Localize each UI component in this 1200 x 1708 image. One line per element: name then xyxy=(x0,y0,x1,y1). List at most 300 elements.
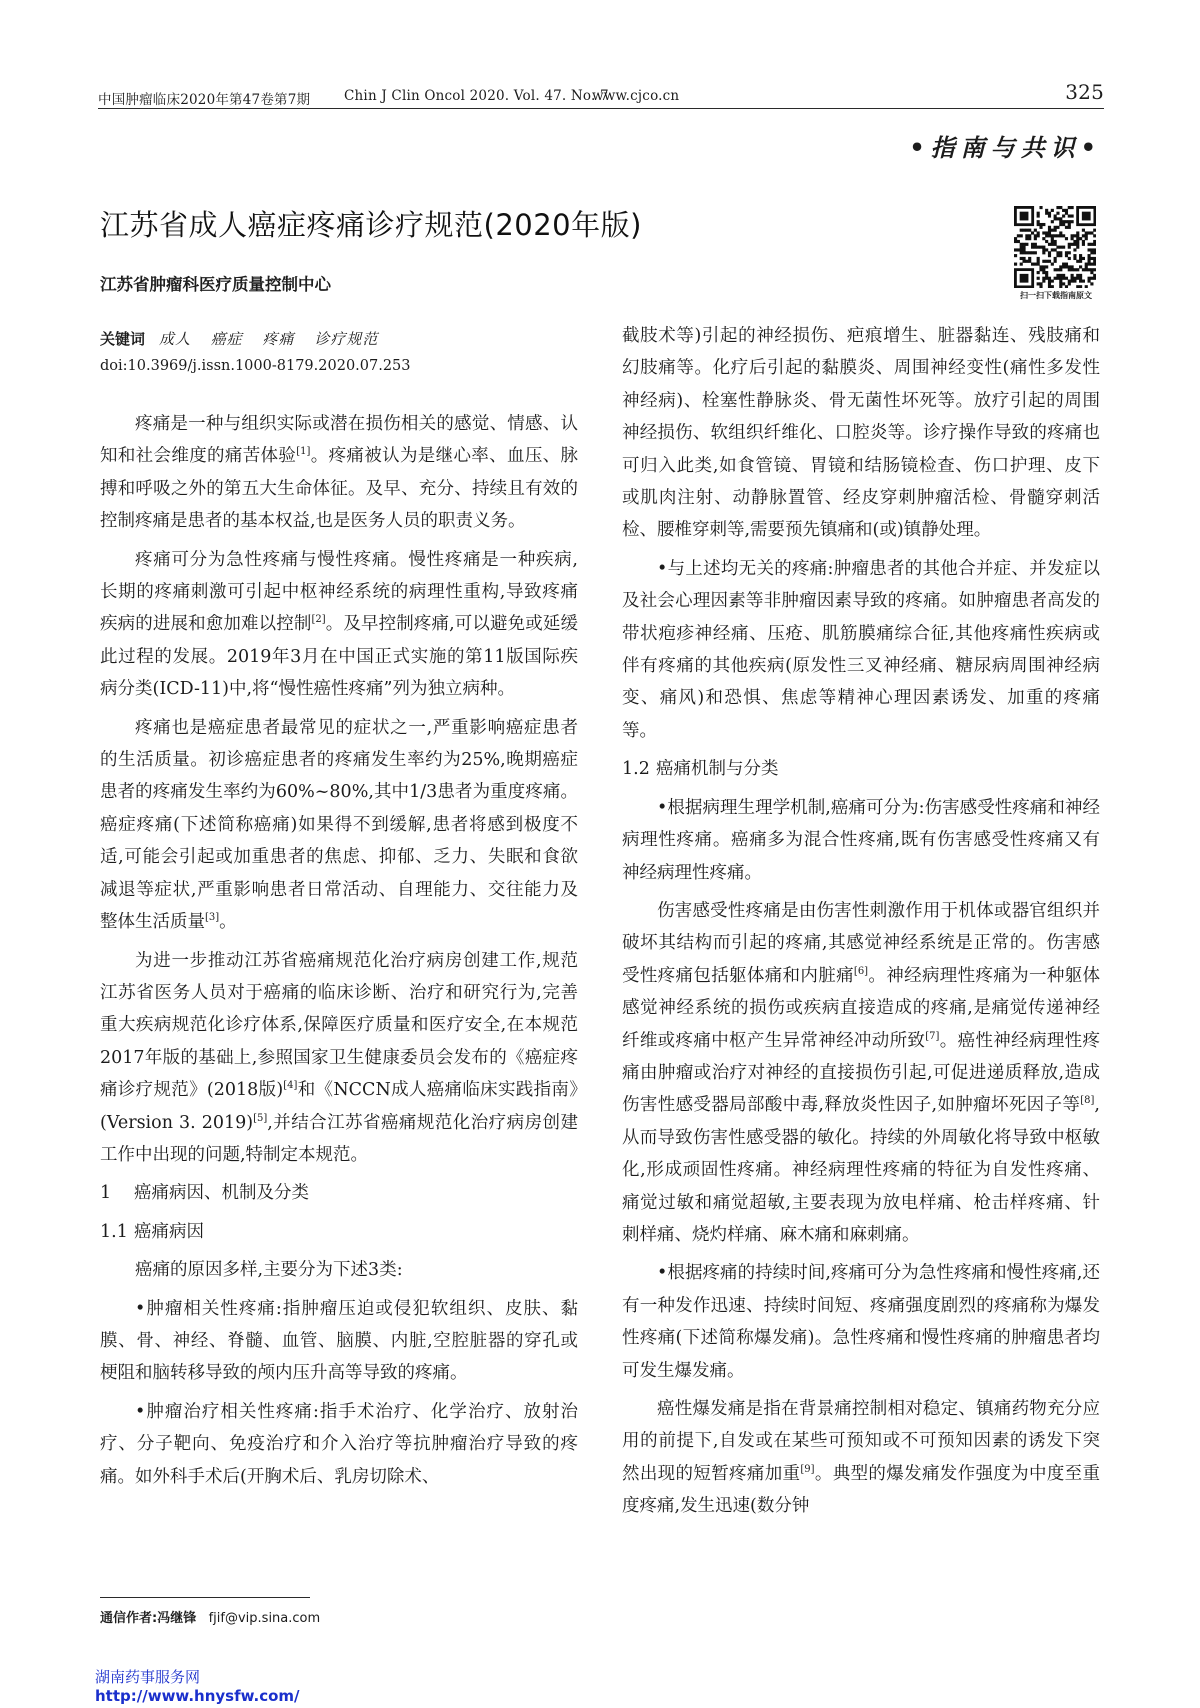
keywords-terms: 成人 癌症 疼痛 诊疗规范 xyxy=(159,330,379,348)
qr-module xyxy=(1085,265,1088,268)
qr-module xyxy=(1014,237,1017,240)
qr-module xyxy=(1022,260,1025,263)
qr-module xyxy=(1065,209,1068,212)
body-column-left xyxy=(100,408,578,1499)
qr-module xyxy=(1022,243,1025,246)
qr-module xyxy=(1034,246,1037,249)
qr-module xyxy=(1022,248,1025,251)
paragraph xyxy=(100,544,578,706)
heading-text: 癌痛病因、机制及分类 xyxy=(134,1183,309,1204)
paragraph xyxy=(622,792,1100,889)
qr-module xyxy=(1054,268,1057,271)
citation-ref: [7] xyxy=(925,1030,940,1042)
qr-module xyxy=(1062,214,1065,217)
qr-module xyxy=(1065,254,1068,257)
qr-module xyxy=(1073,277,1076,280)
heading-text: 癌痛机制与分类 xyxy=(656,759,779,780)
qr-module xyxy=(1039,265,1042,268)
qr-module xyxy=(1082,280,1085,283)
qr-module xyxy=(1059,223,1062,226)
qr-module xyxy=(1054,214,1057,217)
qr-module xyxy=(1093,243,1096,246)
qr-module xyxy=(1054,217,1057,220)
qr-module xyxy=(1028,237,1031,240)
footnote-rule xyxy=(100,1597,310,1598)
qr-module xyxy=(1022,251,1025,254)
qr-module xyxy=(1056,217,1059,220)
qr-module xyxy=(1079,257,1082,260)
qr-module xyxy=(1054,260,1057,263)
qr-module xyxy=(1054,277,1057,280)
qr-module xyxy=(1045,248,1048,251)
text-run: 。典型的爆发痛发作强度为中度至重度疼痛,发生迅速(数分钟 xyxy=(622,1463,1101,1517)
qr-module xyxy=(1054,243,1057,246)
qr-module xyxy=(1093,251,1096,254)
citation-ref: [4] xyxy=(283,1080,298,1092)
qr-module xyxy=(1088,231,1091,234)
qr-module xyxy=(1079,254,1082,257)
qr-module xyxy=(1054,257,1057,260)
qr-module xyxy=(1037,223,1040,226)
qr-module xyxy=(1025,237,1028,240)
qr-module xyxy=(1068,282,1071,285)
qr-module xyxy=(1042,277,1045,280)
qr-module xyxy=(1071,268,1074,271)
qr-module xyxy=(1045,209,1048,212)
qr-module xyxy=(1085,237,1088,240)
qr-module xyxy=(1065,285,1068,288)
qr-module xyxy=(1073,254,1076,257)
heading-number: 1.1 xyxy=(100,1221,128,1242)
qr-module xyxy=(1020,248,1023,251)
qr-module xyxy=(1071,277,1074,280)
text-run: •根据病理生理学机制,癌痛可分为:伤害感受性疼痛和神经病理性疼痛。癌痛多为混合性疼痛,既有伤害感受性疼痛又有神经病理性疼痛。 xyxy=(622,797,1100,883)
qr-module xyxy=(1048,282,1051,285)
citation-ref: [6] xyxy=(853,965,869,977)
qr-module xyxy=(1037,246,1040,249)
qr-module xyxy=(1065,277,1068,280)
qr-module xyxy=(1056,234,1059,237)
qr-module xyxy=(1088,257,1091,260)
qr-module xyxy=(1071,265,1074,268)
paragraph xyxy=(622,1257,1100,1387)
qr-module xyxy=(1079,260,1082,263)
qr-module xyxy=(1051,243,1054,246)
qr-module xyxy=(1093,277,1096,280)
text-run: ,从而导致伤害性感受器的敏化。持续的外周敏化将导致中枢敏化,形成顽固性疼痛。神经病理性疼痛的特征为自发性疼痛、痛觉过敏和痛觉超敏,主要表现为放电样痛、枪击样疼痛、针刺样痛、烧灼样痛、麻木痛和麻刺痛。 xyxy=(622,1095,1100,1245)
qr-module xyxy=(1028,260,1031,263)
qr-module xyxy=(1073,268,1076,271)
qr-module xyxy=(1054,234,1057,237)
qr-module xyxy=(1059,231,1062,234)
qr-module xyxy=(1022,229,1025,232)
text-run: 。疼痛被认为是继心率、血压、脉搏和呼吸之外的第五大生命体征。及早、充分、持续且有效的控制疼痛是患者的基本权益,也是医务人员的职责义务。 xyxy=(100,446,578,532)
qr-module xyxy=(1073,257,1076,260)
qr-module xyxy=(1090,271,1093,274)
qr-module xyxy=(1048,226,1051,229)
qr-module xyxy=(1085,285,1088,288)
qr-module xyxy=(1025,251,1028,254)
qr-module xyxy=(1062,274,1065,277)
qr-module xyxy=(1042,271,1045,274)
qr-module xyxy=(1071,206,1074,209)
qr-module xyxy=(1048,229,1051,232)
qr-module xyxy=(1088,263,1091,266)
qr-module xyxy=(1076,237,1079,240)
citation-ref: [1] xyxy=(296,446,311,458)
qr-module xyxy=(1062,220,1065,223)
citation-ref: [5] xyxy=(253,1112,268,1124)
qr-module xyxy=(1020,251,1023,254)
qr-module xyxy=(1045,274,1048,277)
qr-module xyxy=(1051,263,1054,266)
watermark-site-name: 湖南药事服务网 xyxy=(95,1668,201,1686)
qr-module xyxy=(1048,260,1051,263)
qr-module xyxy=(1042,223,1045,226)
qr-module xyxy=(1014,240,1017,243)
corresponding-author-label: 通信作者:冯继锋 xyxy=(100,1611,197,1626)
qr-module xyxy=(1093,240,1096,243)
qr-module xyxy=(1051,234,1054,237)
qr-module xyxy=(1034,263,1037,266)
text-run: 。 xyxy=(219,912,237,933)
qr-module xyxy=(1073,243,1076,246)
qr-module xyxy=(1062,263,1065,266)
qr-module xyxy=(1020,212,1029,221)
qr-module xyxy=(1051,280,1054,283)
paragraph xyxy=(100,1254,578,1286)
qr-module xyxy=(1031,263,1034,266)
text-run: •根据疼痛的持续时间,疼痛可分为急性疼痛和慢性疼痛,还有一种发作迅速、持续时间短、疼痛强度剧烈的疼痛称为爆发性疼痛(下述简称爆发痛)。急性疼痛和慢性疼痛的肿瘤患者均可发生爆发痛。 xyxy=(622,1263,1100,1381)
qr-module xyxy=(1088,248,1091,251)
qr-module xyxy=(1054,226,1057,229)
text-run: 为进一步推动江苏省癌痛规范化治疗病房创建工作,规范江苏省医务人员对于癌痛的临床诊断、治疗和研究行为,完善重大疾病规范化诊疗体系,保障医疗质量和医疗安全,在本规范2017年版的基础上,参照国家卫生健康委员会发布的《癌症疼痛诊疗规范》(2018版) xyxy=(100,950,578,1101)
qr-module xyxy=(1045,277,1048,280)
qr-module xyxy=(1045,212,1048,215)
qr-module xyxy=(1093,268,1096,271)
qr-module xyxy=(1090,277,1093,280)
qr-module xyxy=(1051,248,1054,251)
qr-module xyxy=(1025,260,1028,263)
qr-module xyxy=(1076,260,1079,263)
qr-module xyxy=(1082,212,1091,221)
qr-module xyxy=(1068,280,1071,283)
text-run: 。及早控制疼痛,可以避免或延缓此过程的发展。2019年3月在中国正式实施的第11版国际疾病分类(ICD-11)中,将“慢性癌性疼痛”列为独立病种。 xyxy=(100,614,579,700)
qr-module xyxy=(1076,246,1079,249)
qr-module xyxy=(1082,240,1085,243)
qr-module xyxy=(1090,248,1093,251)
text-run: 癌痛的原因多样,主要分为下述3类: xyxy=(135,1260,403,1281)
qr-module xyxy=(1059,268,1062,271)
paragraph xyxy=(100,408,578,538)
qr-module xyxy=(1017,234,1020,237)
qr-module xyxy=(1065,263,1068,266)
qr-module xyxy=(1082,268,1085,271)
text-run: 。神经病理性疼痛为一种躯体感觉神经系统的损伤或疾病直接造成的疼痛,是痛觉传递神经纤维或疼痛中枢产生异常神经冲动所致 xyxy=(622,965,1101,1051)
qr-module xyxy=(1031,251,1034,254)
qr-module xyxy=(1090,257,1093,260)
qr-module xyxy=(1028,234,1031,237)
qr-module xyxy=(1051,285,1054,288)
qr-module xyxy=(1082,229,1085,232)
qr-module xyxy=(1059,265,1062,268)
journal-title-cn: 中国肿瘤临床2020年第47卷第7期 xyxy=(98,92,311,108)
qr-module xyxy=(1059,277,1062,280)
qr-module xyxy=(1059,280,1062,283)
qr-module xyxy=(1076,285,1079,288)
qr-module xyxy=(1048,285,1051,288)
section-tag: •指南与共识• xyxy=(909,133,1102,162)
qr-module xyxy=(1090,243,1093,246)
qr-module xyxy=(1068,206,1071,209)
qr-module xyxy=(1042,237,1045,240)
qr-module xyxy=(1045,265,1048,268)
corresponding-author xyxy=(100,1607,320,1626)
qr-module xyxy=(1037,277,1040,280)
qr-module xyxy=(1056,226,1059,229)
qr-module xyxy=(1025,243,1028,246)
qr-module xyxy=(1048,280,1051,283)
qr-module xyxy=(1039,268,1042,271)
qr-module xyxy=(1062,209,1065,212)
qr-module xyxy=(1059,217,1062,220)
text-run: •与上述均无关的疼痛:肿瘤患者的其他合并症、并发症以及社会心理因素等非肿瘤因素导致的疼痛。如肿瘤患者高发的带状疱疹神经痛、压疮、肌筋膜痛综合征,其他疼痛性疾病或伴有疼痛的其他疾病(原发性三叉神经痛、糖尿病周围神经病变、痛风)和恐惧、焦虑等精神心理因素诱发、加重的疼痛等。 xyxy=(622,558,1100,741)
qr-module xyxy=(1059,285,1062,288)
qr-module xyxy=(1076,277,1079,280)
qr-module xyxy=(1037,212,1040,215)
qr-module xyxy=(1059,274,1062,277)
qr-module xyxy=(1042,265,1045,268)
qr-module xyxy=(1068,243,1071,246)
qr-module xyxy=(1056,206,1059,209)
qr-module xyxy=(1071,243,1074,246)
qr-module xyxy=(1037,234,1040,237)
journal-title-en: Chin J Clin Oncol 2020. Vol. 47. No. 7 xyxy=(344,88,609,104)
qr-module xyxy=(1068,214,1071,217)
qr-module xyxy=(1068,246,1071,249)
text-run: 疼痛可分为急性疼痛与慢性疼痛。慢性疼痛是一种疾病,长期的疼痛刺激可引起中枢神经系统的病理性重构,导致疼痛疾病的进展和愈加难以控制 xyxy=(100,549,578,635)
qr-module xyxy=(1090,231,1093,234)
qr-module xyxy=(1042,246,1045,249)
qr-module xyxy=(1039,206,1042,209)
body-column-right xyxy=(622,320,1100,1529)
qr-module xyxy=(1028,257,1031,260)
qr-module xyxy=(1048,243,1051,246)
qr-module xyxy=(1071,280,1074,283)
qr-module xyxy=(1079,277,1082,280)
qr-module xyxy=(1039,223,1042,226)
qr-module xyxy=(1059,246,1062,249)
qr-module xyxy=(1071,234,1074,237)
qr-module xyxy=(1031,243,1034,246)
qr-module xyxy=(1028,229,1031,232)
qr-module xyxy=(1039,282,1042,285)
qr-module xyxy=(1082,257,1085,260)
paragraph xyxy=(622,320,1100,547)
qr-module xyxy=(1088,243,1091,246)
text-run: 疼痛也是癌症患者最常见的症状之一,严重影响癌症患者的生活质量。初诊癌症患者的疼痛发生率约为25%,晚期癌症患者的疼痛发生率约为60%~80%,其中1/3患者为重度疼痛。癌症疼痛(下述简称癌痛)如果得不到缓解,患者将感到极度不适,可能会引起或加重患者的焦虑、抑郁、乏力、失眠和食欲减退等症状,严重影响患者日常活动、自理能力、交往能力及整体生活质量 xyxy=(100,717,578,933)
qr-module xyxy=(1085,231,1088,234)
qr-module xyxy=(1079,274,1082,277)
qr-module xyxy=(1093,263,1096,266)
qr-module xyxy=(1085,268,1088,271)
qr-module xyxy=(1048,234,1051,237)
qr-module xyxy=(1082,234,1085,237)
qr-module xyxy=(1079,237,1082,240)
subsection-heading xyxy=(100,1216,578,1248)
qr-module xyxy=(1079,265,1082,268)
qr-module xyxy=(1054,229,1057,232)
qr-module xyxy=(1051,209,1054,212)
qr-module xyxy=(1068,265,1071,268)
qr-module xyxy=(1022,257,1025,260)
qr-module xyxy=(1093,257,1096,260)
qr-module xyxy=(1017,240,1020,243)
citation-ref: [2] xyxy=(311,614,326,626)
qr-module xyxy=(1037,214,1040,217)
qr-module xyxy=(1048,231,1051,234)
qr-module xyxy=(1088,277,1091,280)
text-run: •肿瘤相关性疼痛:指肿瘤压迫或侵犯软组织、皮肤、黏膜、骨、神经、脊髓、血管、脑膜、内脏,空腔脏器的穿孔或梗阻和脑转移导致的颅内压升高等导致的疼痛。 xyxy=(100,1298,578,1384)
qr-module xyxy=(1068,220,1071,223)
qr-module xyxy=(1068,257,1071,260)
qr-module xyxy=(1062,265,1065,268)
qr-module xyxy=(1045,260,1048,263)
qr-module xyxy=(1088,268,1091,271)
qr-module xyxy=(1045,234,1048,237)
article-title: 江苏省成人癌症疼痛诊疗规范(2020年版) xyxy=(100,208,642,242)
text-run: 伤害感受性疼痛是由伤害性刺激作用于机体或器官组织并破坏其结构而引起的疼痛,其感觉神经系统是正常的。伤害感受性疼痛包括躯体痛和内脏痛 xyxy=(622,900,1100,986)
qr-module xyxy=(1076,274,1079,277)
text-run: 疼痛是一种与组织实际或潜在损伤相关的感觉、情感、认知和社会维度的痛苦体验 xyxy=(100,414,578,467)
paragraph xyxy=(100,1293,578,1390)
paragraph xyxy=(100,712,578,939)
qr-module xyxy=(1037,257,1040,260)
qr-module xyxy=(1059,251,1062,254)
paragraph xyxy=(100,945,578,1172)
qr-module xyxy=(1056,212,1059,215)
qr-module xyxy=(1014,254,1017,257)
qr-module xyxy=(1014,263,1017,266)
qr-module xyxy=(1051,240,1054,243)
heading-number: 1 xyxy=(100,1183,112,1204)
qr-module xyxy=(1031,231,1034,234)
qr-module xyxy=(1088,260,1091,263)
qr-module xyxy=(1042,251,1045,254)
keywords xyxy=(100,328,378,349)
qr-module xyxy=(1090,263,1093,266)
qr-module xyxy=(1020,234,1023,237)
section-heading xyxy=(100,1177,578,1209)
qr-module xyxy=(1065,265,1068,268)
qr-module xyxy=(1062,277,1065,280)
qr-module xyxy=(1042,260,1045,263)
qr-module xyxy=(1088,254,1091,257)
paragraph xyxy=(622,895,1100,1251)
qr-module xyxy=(1037,231,1040,234)
qr-module xyxy=(1090,268,1093,271)
qr-module xyxy=(1076,231,1079,234)
text-run: 癌性爆发痛是指在背景痛控制相对稳定、镇痛药物充分应用的前提下,自发或在某些可预知或不可预知因素的诱发下突然出现的短暂疼痛加重 xyxy=(622,1399,1100,1484)
qr-module xyxy=(1090,282,1093,285)
qr-module xyxy=(1056,274,1059,277)
qr-module xyxy=(1073,280,1076,283)
qr-module xyxy=(1079,280,1082,283)
qr-module xyxy=(1093,248,1096,251)
qr-module xyxy=(1051,229,1054,232)
qr-module xyxy=(1020,229,1023,232)
qr-module xyxy=(1073,240,1076,243)
qr-module xyxy=(1045,231,1048,234)
citation-ref: [8] xyxy=(1080,1095,1095,1107)
paragraph xyxy=(622,553,1100,747)
qr-module xyxy=(1085,263,1088,266)
qr-module xyxy=(1048,214,1051,217)
qr-module xyxy=(1037,282,1040,285)
qr-module xyxy=(1025,229,1028,232)
watermark-url[interactable]: http://www.hnysfw.com/ xyxy=(95,1687,300,1705)
qr-module xyxy=(1073,234,1076,237)
heading-text: 癌痛病因 xyxy=(134,1221,204,1242)
qr-module xyxy=(1093,234,1096,237)
text-run: 截肢术等)引起的神经损伤、疤痕增生、脏器黏连、残肢痛和幻肢痛等。化疗后引起的黏膜炎、周围神经变性(痛性多发性神经病)、栓塞性静脉炎、骨无菌性坏死等。放疗引起的周围神经损伤、软组织纤维化、口腔炎等。诊疗操作导致的疼痛也可归入此类,如食管镜、胃镜和结肠镜检查、伤口护理、皮下或肌肉注射、动静脉置管、经皮穿刺肿瘤活检、骨髓穿刺活检、腰椎穿刺等,需要预先镇痛和(或)镇静处理。 xyxy=(622,326,1100,541)
qr-module xyxy=(1093,274,1096,277)
qr-module xyxy=(1020,257,1023,260)
text-run: •肿瘤治疗相关性疼痛:指手术治疗、化学治疗、放射治疗、分子靶向、免疫治疗和介入治疗等抗肿瘤治疗导致的疼痛。如外科手术后(开胸术后、乳房切除术、 xyxy=(100,1401,578,1487)
qr-module xyxy=(1031,246,1034,249)
qr-module xyxy=(1071,220,1074,223)
qr-module xyxy=(1020,243,1023,246)
header-rule xyxy=(98,108,1104,109)
qr-module xyxy=(1034,237,1037,240)
qr-module xyxy=(1056,277,1059,280)
qr-module xyxy=(1028,251,1031,254)
qr-module xyxy=(1020,246,1023,249)
qr-module xyxy=(1034,243,1037,246)
qr-module xyxy=(1068,226,1071,229)
qr-module xyxy=(1054,240,1057,243)
qr-code-icon[interactable] xyxy=(1014,206,1096,288)
qr-module xyxy=(1037,263,1040,266)
qr-module xyxy=(1017,248,1020,251)
qr-module xyxy=(1073,248,1076,251)
qr-module xyxy=(1039,246,1042,249)
qr-module xyxy=(1068,251,1071,254)
qr-module xyxy=(1039,226,1042,229)
keywords-label: 关键词 xyxy=(100,330,146,348)
qr-module xyxy=(1065,226,1068,229)
qr-module xyxy=(1051,237,1054,240)
qr-module xyxy=(1068,223,1071,226)
page-number: 325 xyxy=(1065,80,1104,104)
journal-website: www.cjco.cn xyxy=(592,88,680,104)
qr-module xyxy=(1037,220,1040,223)
qr-module xyxy=(1093,260,1096,263)
qr-module xyxy=(1065,220,1068,223)
qr-module xyxy=(1048,251,1051,254)
qr-module xyxy=(1071,274,1074,277)
qr-module xyxy=(1071,214,1074,217)
text-run: 。癌性神经病理性疼痛由肿瘤或治疗对神经的直接损伤引起,可促进递质释放,造成伤害性感受器局部酸中毒,释放炎性因子,如肿瘤坏死因子等 xyxy=(622,1030,1101,1116)
qr-module xyxy=(1034,229,1037,232)
qr-module xyxy=(1076,240,1079,243)
qr-module xyxy=(1020,274,1029,283)
running-header xyxy=(98,80,1104,106)
qr-module xyxy=(1093,229,1096,232)
subsection-heading xyxy=(622,753,1100,785)
corresponding-author-email[interactable]: fjif@vip.sina.com xyxy=(208,1611,321,1626)
qr-module xyxy=(1045,271,1048,274)
